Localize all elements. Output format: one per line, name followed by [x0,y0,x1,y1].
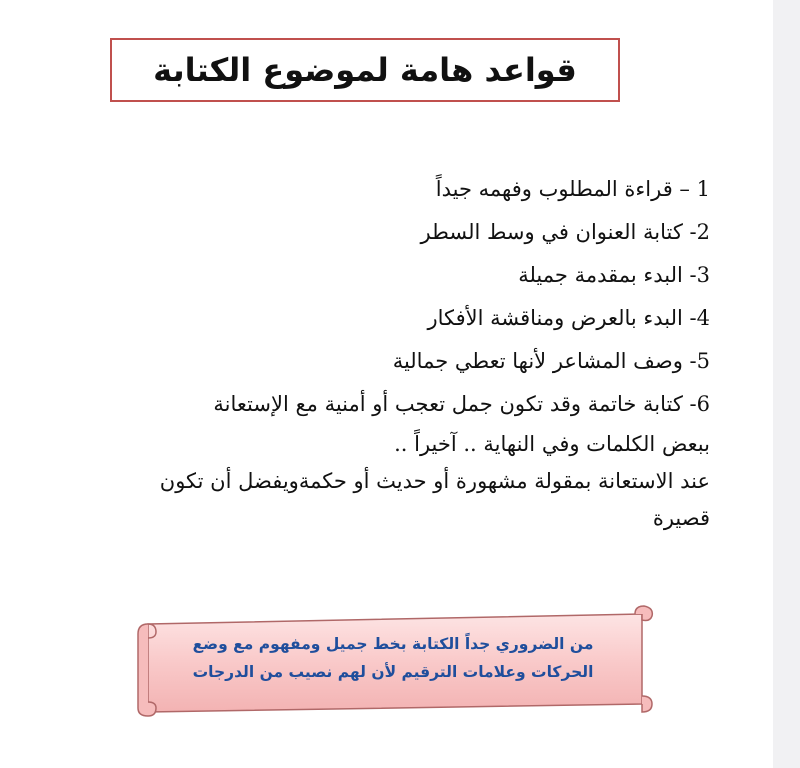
continuation-line-3: قصيرة [652,506,710,530]
title-box [110,38,620,102]
rule-text: - كتابة خاتمة وقد تكون جمل تعجب أو أمنية مع الإستعانة [213,392,697,416]
note-text [174,630,612,686]
rule-text: – قراءة المطلوب وفهمه جيداً [435,177,690,201]
rule-text: - البدء بمقدمة جميلة [518,263,697,287]
rule-number: 6 [696,392,710,416]
rule-text: - كتابة العنوان في وسط السطر [420,220,697,244]
rule-item-6 [84,383,710,426]
rule-item-1 [84,168,710,211]
rule-text: - البدء بالعرض ومناقشة الأفكار [427,306,697,330]
rule-number: 4 [696,306,710,330]
note-line-1: من الضروري جداً الكتابة بخط جميل ومفهوم مع وضع [192,635,594,653]
page-edge [773,0,800,768]
note-scroll-banner [130,604,660,720]
rule-item-2 [84,211,710,254]
rule-text: - وصف المشاعر لأنها تعطي جمالية [392,349,697,373]
continuation-line-2: عند الاستعانة بمقولة مشهورة أو حديث أو حكمةويفضل أن تكون [159,469,710,493]
rule-number: 5 [696,349,710,373]
rule-number: 1 [696,177,710,201]
note-line-2: الحركات وعلامات الترقيم لأن لهم نصيب من الدرجات [192,663,594,681]
rule-number: 2 [696,220,710,244]
rule-number: 3 [696,263,710,287]
rule-item-5 [84,340,710,383]
continuation-line-1: ببعض الكلمات وفي النهاية .. آخيراً .. [394,432,710,456]
rules-list [84,168,710,537]
rule-item-3 [84,254,710,297]
page-title: قواعد هامة لموضوع الكتابة [153,51,577,89]
rule-item-4 [84,297,710,340]
